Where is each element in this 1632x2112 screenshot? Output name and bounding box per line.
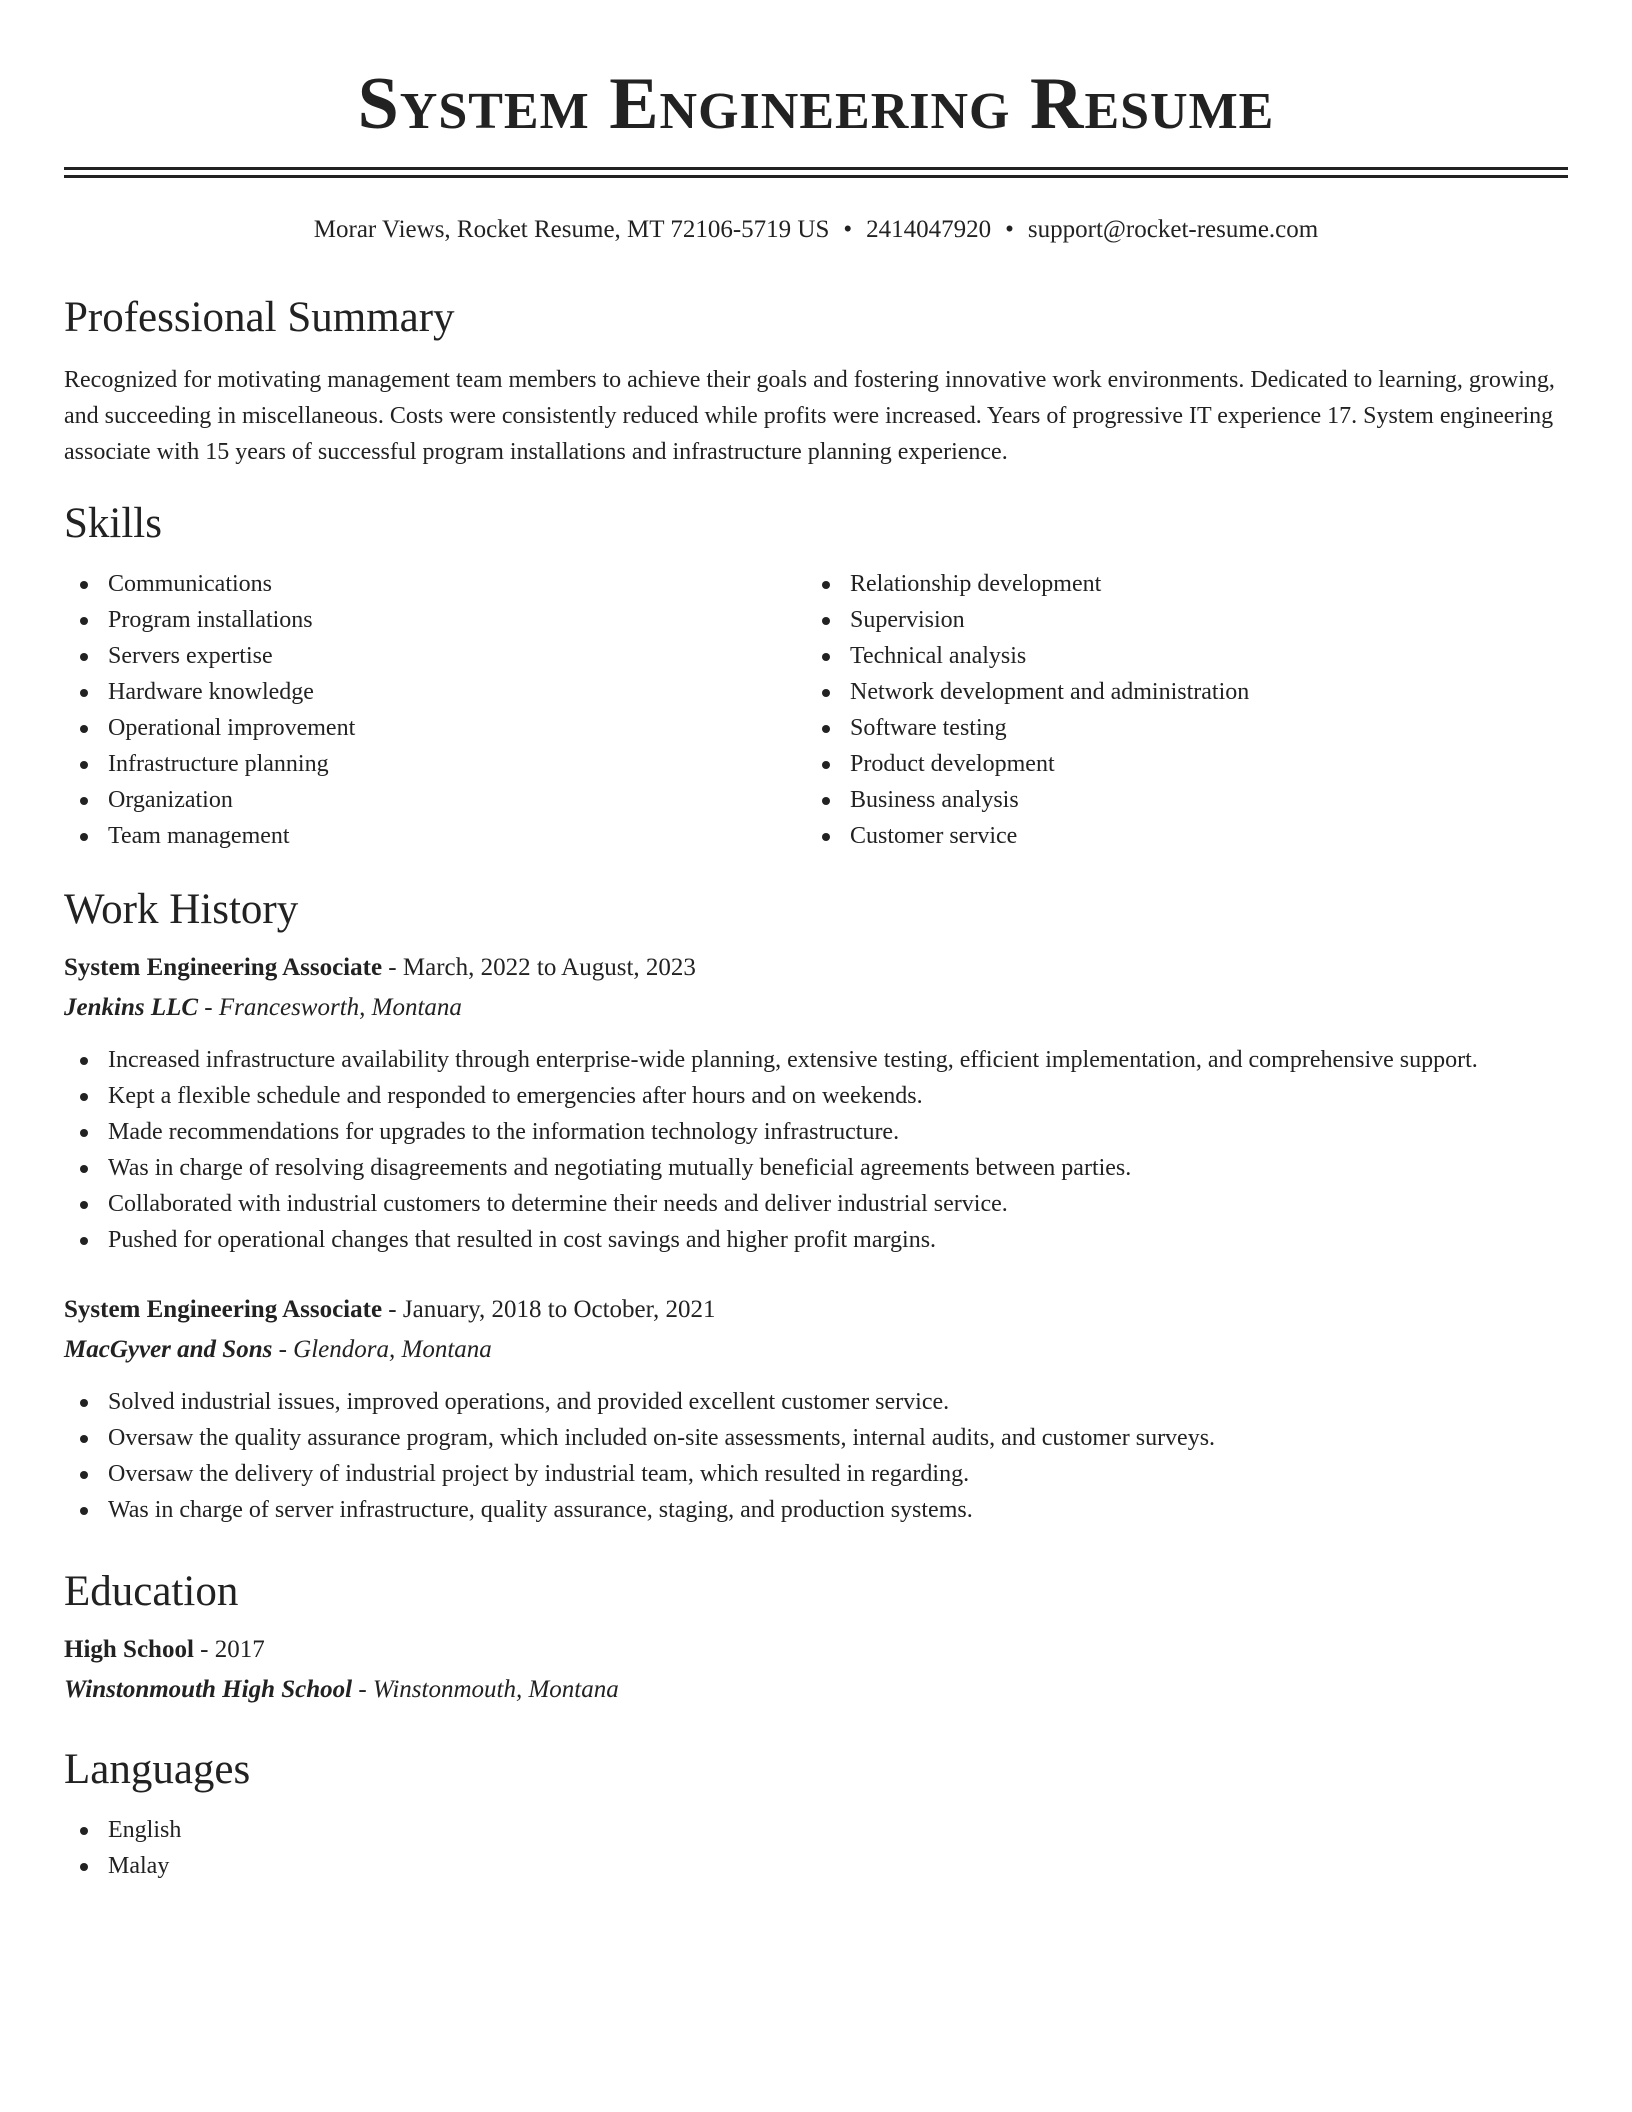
title-rule-top xyxy=(64,167,1568,170)
education-degree: High School xyxy=(64,1636,194,1663)
job-company-line xyxy=(64,988,1568,1028)
languages-list xyxy=(64,1812,1568,1884)
education-year: - 2017 xyxy=(193,1636,265,1663)
job-bullet: Solved industrial issues, improved operations, and provided excellent customer service. xyxy=(64,1384,1568,1420)
job-title: System Engineering Associate xyxy=(64,954,383,981)
contact-separator: • xyxy=(843,216,853,243)
job-bullet: Was in charge of resolving disagreements and negotiating mutually beneficial agreements between parties. xyxy=(64,1150,1568,1186)
language-item: English xyxy=(64,1812,1568,1848)
job-dates: - January, 2018 to October, 2021 xyxy=(382,1296,716,1323)
job-location: - Francesworth, Montana xyxy=(198,994,462,1021)
job-bullet: Was in charge of server infrastructure, quality assurance, staging, and production systems. xyxy=(64,1492,1568,1528)
job-bullets xyxy=(64,1042,1568,1258)
education-school: Winstonmouth High School xyxy=(64,1676,353,1703)
job-title-line xyxy=(64,948,1568,988)
skill-item: Network development and administration xyxy=(806,674,1548,710)
job-bullet: Made recommendations for upgrades to the information technology infrastructure. xyxy=(64,1114,1568,1150)
skills-heading: Skills xyxy=(64,500,162,547)
job-title-line xyxy=(64,1290,1568,1330)
skill-item: Operational improvement xyxy=(64,710,806,746)
skill-item: Software testing xyxy=(806,710,1548,746)
job-title: System Engineering Associate xyxy=(64,1296,383,1323)
title-rule-bottom xyxy=(64,175,1568,178)
education-degree-line xyxy=(64,1630,1568,1670)
skill-item: Supervision xyxy=(806,602,1548,638)
job-location: - Glendora, Montana xyxy=(272,1336,492,1363)
contact-address: Morar Views, Rocket Resume, MT 72106-5719 US xyxy=(313,216,830,243)
contact-line xyxy=(64,214,1568,246)
skill-item: Communications xyxy=(64,566,806,602)
summary-text: Recognized for motivating management team members to achieve their goals and fostering innovative work environments. Dedicated to learning, growing, and succeeding in miscellaneous. Costs were consistently reduced while profits were increased. Years of progressive IT experience 17. System engineering associate with 15 years of successful program installations and infrastructure planning experience. xyxy=(64,367,1555,465)
education-heading: Education xyxy=(64,1568,239,1615)
skills-list-left xyxy=(64,566,806,854)
job-entry xyxy=(64,948,1568,1258)
skill-item: Organization xyxy=(64,782,806,818)
contact-separator: • xyxy=(1005,216,1014,243)
skill-item: Customer service xyxy=(806,818,1548,854)
job-bullet: Pushed for operational changes that resulted in cost savings and higher profit margins. xyxy=(64,1222,1568,1258)
work-heading: Work History xyxy=(64,886,299,933)
skill-item: Business analysis xyxy=(806,782,1548,818)
job-bullet: Kept a flexible schedule and responded to emergencies after hours and on weekends. xyxy=(64,1078,1568,1114)
skill-item: Technical analysis xyxy=(806,638,1548,674)
job-entry xyxy=(64,1290,1568,1528)
language-item: Malay xyxy=(64,1848,1568,1884)
skill-item: Infrastructure planning xyxy=(64,746,806,782)
skills-list-right xyxy=(806,566,1548,854)
skills-section xyxy=(64,498,1568,854)
skill-item: Relationship development xyxy=(806,566,1548,602)
education-entry xyxy=(64,1630,1568,1710)
job-bullet: Oversaw the delivery of industrial project by industrial team, which resulted in regarding. xyxy=(64,1456,1568,1492)
languages-section xyxy=(64,1744,1568,1884)
skill-item: Product development xyxy=(806,746,1548,782)
education-school-line xyxy=(64,1670,1568,1710)
skills-columns xyxy=(64,566,1568,854)
job-bullet: Collaborated with industrial customers to determine their needs and deliver industrial service. xyxy=(64,1186,1568,1222)
contact-phone: 2414047920 xyxy=(866,216,992,243)
resume-title: System Engineering Resume xyxy=(357,63,1275,145)
summary-heading: Professional Summary xyxy=(64,294,455,341)
contact-email: support@rocket-resume.com xyxy=(1027,216,1319,243)
job-company: MacGyver and Sons xyxy=(64,1336,273,1363)
summary-section xyxy=(64,292,1568,470)
education-location: - Winstonmouth, Montana xyxy=(352,1676,619,1703)
resume-page xyxy=(64,0,1568,1879)
job-company: Jenkins LLC xyxy=(64,994,199,1021)
education-section xyxy=(64,1566,1568,1710)
work-section xyxy=(64,884,1568,1528)
job-bullets xyxy=(64,1384,1568,1528)
languages-heading: Languages xyxy=(64,1746,251,1793)
job-dates: - March, 2022 to August, 2023 xyxy=(382,954,696,981)
skill-item: Servers expertise xyxy=(64,638,806,674)
job-bullet: Increased infrastructure availability through enterprise-wide planning, extensive testing, efficient implementation, and comprehensive support. xyxy=(64,1042,1568,1078)
skill-item: Hardware knowledge xyxy=(64,674,806,710)
skill-item: Team management xyxy=(64,818,806,854)
job-bullet: Oversaw the quality assurance program, which included on-site assessments, internal audits, and customer surveys. xyxy=(64,1420,1568,1456)
job-company-line xyxy=(64,1330,1568,1370)
skill-item: Program installations xyxy=(64,602,806,638)
